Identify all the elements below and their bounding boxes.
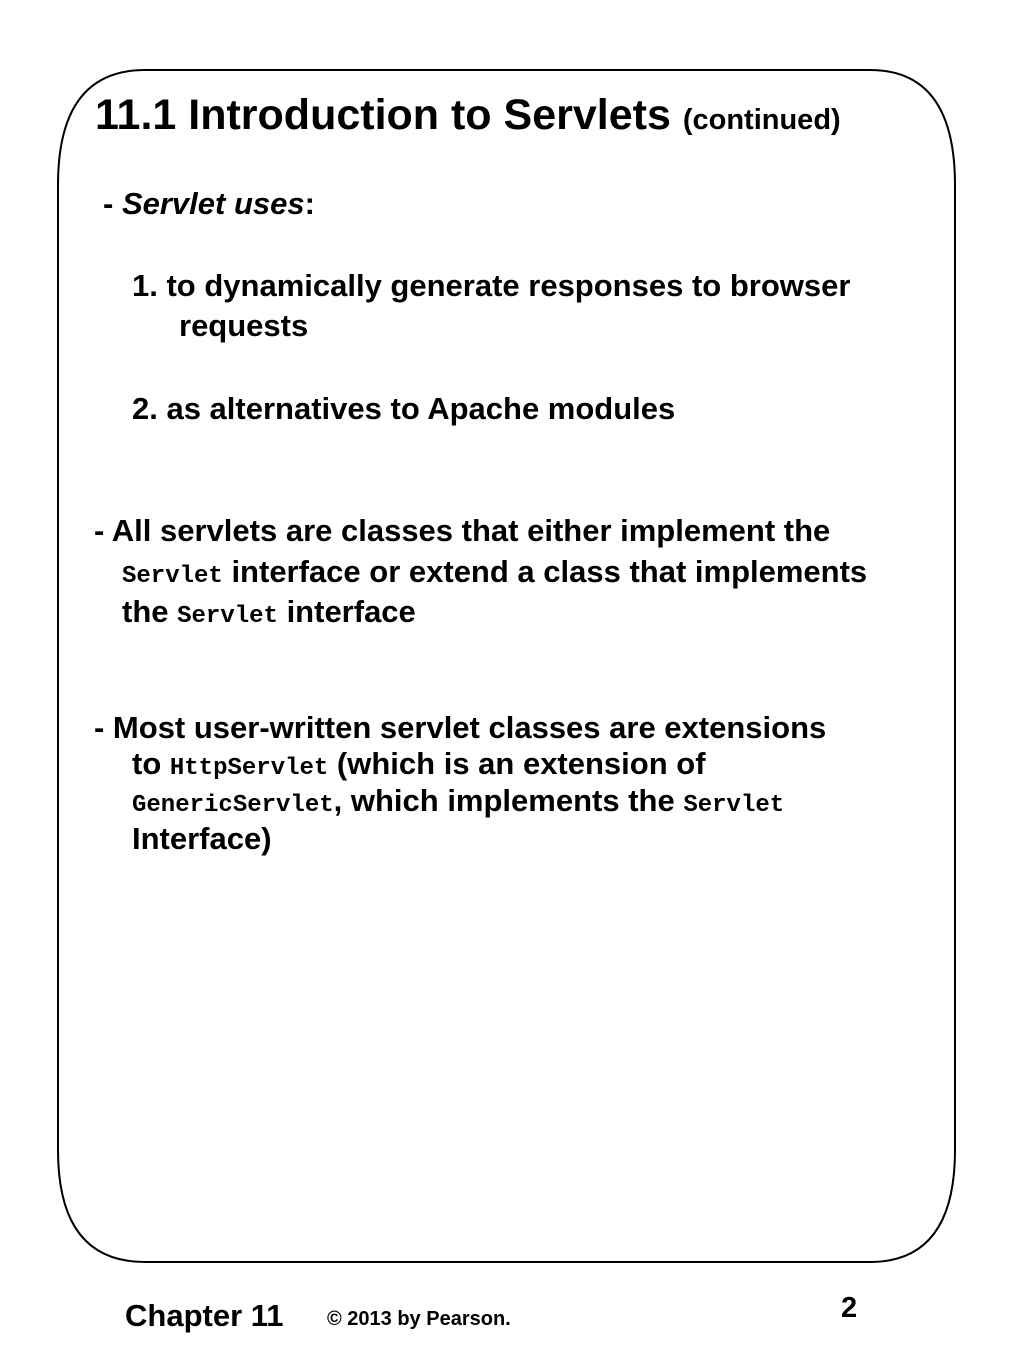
bullet-most-line-1: - Most user-written servlet classes are extensions bbox=[94, 710, 827, 745]
title-text: 11.1 Introduction to Servlets bbox=[95, 91, 671, 139]
bullet-most-line-2-pre: to bbox=[132, 746, 170, 781]
page-number: 2 bbox=[841, 1292, 858, 1324]
use-item-1-line-2: requests bbox=[179, 308, 309, 343]
rounded-border bbox=[58, 70, 955, 1262]
subheading-colon: : bbox=[304, 186, 315, 221]
subheading-dash: - bbox=[103, 186, 122, 221]
slide-title bbox=[95, 91, 841, 139]
footer-chapter: Chapter 11 bbox=[125, 1298, 284, 1333]
subheading-label: Servlet uses bbox=[121, 186, 305, 221]
bullet-all-line-3-post: interface bbox=[277, 594, 416, 629]
code-servlet: Servlet bbox=[177, 603, 278, 630]
bullet-most-line-4: Interface) bbox=[132, 821, 272, 856]
bullet-all-line-3-pre: the bbox=[122, 594, 178, 629]
code-genericservlet: GenericServlet bbox=[132, 792, 334, 819]
bullet-most-line-2-post: (which is an extension of bbox=[328, 746, 706, 781]
use-item-2: 2. as alternatives to Apache modules bbox=[132, 391, 676, 426]
bullet-all-line-2-text: interface or extend a class that implements bbox=[222, 554, 868, 589]
code-servlet: Servlet bbox=[683, 792, 785, 819]
use-item-1-line-1: 1. to dynamically generate responses to browser bbox=[132, 268, 851, 303]
bullet-most-line-2 bbox=[132, 748, 706, 781]
bullet-all-line-1: - All servlets are classes that either implement the bbox=[94, 513, 831, 548]
subheading bbox=[103, 188, 315, 219]
bullet-all-line-2 bbox=[122, 556, 867, 589]
footer-copyright: © 2013 by Pearson. bbox=[327, 1308, 511, 1330]
bullet-most-line-3 bbox=[132, 785, 784, 818]
title-suffix: (continued) bbox=[682, 104, 841, 136]
bullet-most-line-3-mid: , which implements the bbox=[333, 783, 684, 818]
code-servlet: Servlet bbox=[122, 563, 223, 590]
bullet-all-line-3 bbox=[122, 596, 416, 629]
code-httpservlet: HttpServlet bbox=[169, 755, 329, 782]
